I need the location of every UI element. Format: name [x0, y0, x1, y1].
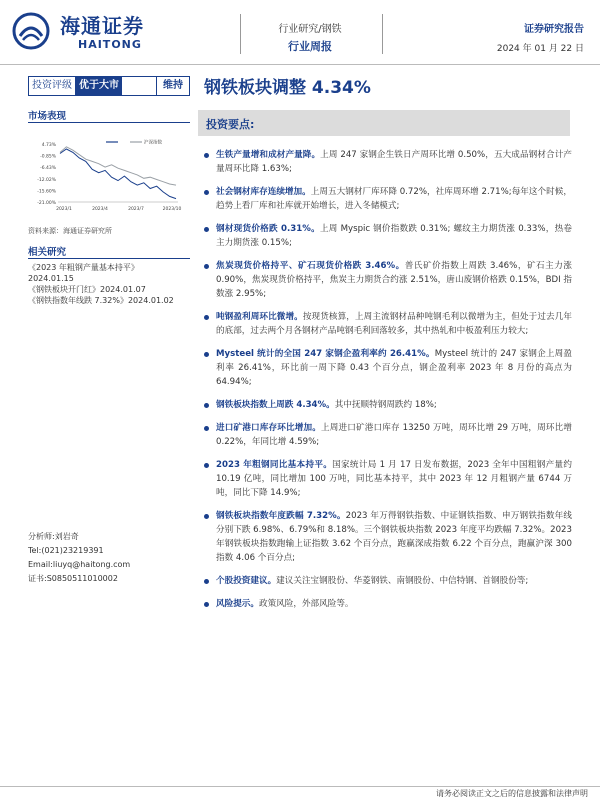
keypoint-text: 政策风险，外部风险等。	[258, 599, 354, 609]
analyst-tel: Tel:(021)23219391	[28, 546, 104, 555]
footer-rule	[0, 786, 600, 787]
keypoint-item	[202, 574, 572, 588]
market-heading: 市场表现	[28, 111, 67, 122]
report-category: 行业研究/钢铁	[278, 24, 342, 35]
keypoint-text: 建议关注宝钢股份、华菱钢铁、南钢股份、中信特钢、首钢股份等;	[276, 576, 529, 586]
bullet-dot-icon	[204, 315, 209, 320]
report-date: 2024 年 01 月 22 日	[496, 44, 584, 54]
keypoint-text: 上周进口矿港口库存 13250 万吨，周环比增 29 万吨，周环比增 0.22%，年同比增 4.59%;	[216, 423, 572, 447]
keypoint-headline: 钢铁板块指数年度跌幅 7.32%。	[216, 511, 346, 521]
bullet-dot-icon	[204, 426, 209, 431]
keypoint-text: 上周 247 家钢企生铁日产周环比增 0.50%，五大成品钢材合计产量周环比降 1.63%;	[216, 150, 572, 174]
logo-english: HAITONG	[78, 38, 142, 51]
y-tick-label: -21.00%	[37, 201, 56, 206]
market-performance-chart	[28, 138, 190, 216]
x-tick-label: 2023/10	[162, 207, 182, 212]
series-line	[60, 147, 176, 185]
keypoint-headline: 吨钢盈利周环比微增。	[216, 312, 303, 322]
analyst-info	[28, 530, 130, 586]
keypoints-heading: 投资要点:	[206, 118, 255, 131]
bullet-dot-icon	[204, 403, 209, 408]
keypoint-item	[202, 148, 572, 176]
header-divider	[382, 14, 383, 54]
keypoint-headline: 钢材现货价格跌 0.31%。	[216, 224, 320, 234]
report-kind: 证券研究报告	[524, 24, 584, 35]
rating-label: 投资评级	[29, 77, 76, 95]
keypoint-item	[202, 509, 572, 565]
analyst-name: 分析师:刘岩奇	[28, 532, 79, 541]
report-type: 行业周报	[288, 40, 332, 53]
y-tick-label: 4.73%	[41, 143, 56, 148]
logo-chinese: 海通证券	[60, 14, 144, 38]
company-logo	[12, 8, 192, 54]
report-title: 钢铁板块调整 4.34%	[204, 78, 371, 98]
related-list	[28, 262, 198, 306]
bullet-dot-icon	[204, 463, 209, 468]
keypoint-headline: 进口矿港口库存环比增加。	[216, 423, 322, 433]
keypoint-text: 国家统计局 1 月 17 日发布数据，2023 全年中国粗钢产量约 10.19 亿吨，同比增加 100 万吨，同比基本持平，其中 2023 年 12 月粗钢产量 6744 万吨，同比下降 14.9%;	[216, 460, 572, 498]
keypoint-text: 上周五大钢材厂库环降 0.72%，社库周环增 2.71%;每年这个时候，趋势上看厂库和社库就开始增长，进入冬储模式;	[216, 187, 572, 211]
keypoint-item	[202, 185, 572, 213]
bullet-dot-icon	[204, 579, 209, 584]
bullet-dot-icon	[204, 352, 209, 357]
keypoint-text: 其中抚顺特钢周跌约 18%;	[334, 400, 437, 410]
related-item[interactable]: 《2023 年粗钢产量基本持平》	[28, 263, 139, 272]
keypoint-headline: 钢铁板块指数上周跌 4.34%。	[216, 400, 335, 410]
related-item[interactable]: 《钢铁板块开门红》2024.01.07	[28, 285, 146, 294]
y-tick-label: -12.02%	[37, 177, 56, 183]
keypoint-item	[202, 398, 572, 412]
bullet-dot-icon	[204, 602, 209, 607]
keypoint-item	[202, 259, 572, 301]
keypoint-headline: 焦炭现货价格持平、矿石现货价格跌 3.46%。	[216, 261, 405, 271]
bullet-dot-icon	[204, 264, 209, 269]
bullet-dot-icon	[204, 190, 209, 195]
legend-label: 沪深指数	[144, 140, 162, 146]
section-rule	[28, 258, 190, 259]
keypoint-item	[202, 597, 572, 611]
bullet-dot-icon	[204, 514, 209, 519]
keypoint-text: Mysteel 统计的 247 家钢企上周盈利率 26.41%，环比前一周下降 0.43 个百分点，钢企盈利率 2023 年 8 月份的高点为 64.94%;	[216, 349, 572, 387]
keypoint-headline: Mysteel 统计的全国 247 家钢企盈利率约 26.41%。	[216, 349, 435, 359]
keypoint-item	[202, 458, 572, 500]
keypoint-text: 上周 Myspic 钢价指数跌 0.31%; 螺纹主力期货涨 0.33%，热卷主力期货涨 0.15%;	[216, 224, 573, 248]
related-heading: 相关研究	[28, 247, 67, 258]
analyst-email[interactable]: Email:liuyq@haitong.com	[28, 560, 131, 569]
rating-action: 维持	[156, 77, 189, 95]
section-rule	[28, 122, 190, 123]
header-rule	[0, 64, 600, 65]
related-item[interactable]: 《钢铁指数年线跌 7.32%》2024.01.02	[28, 296, 174, 305]
bullet-dot-icon	[204, 153, 209, 158]
x-tick-label: 2023/7	[128, 207, 144, 212]
keypoint-item	[202, 347, 572, 389]
chart-source: 资料来源：海通证券研究所	[28, 227, 112, 235]
y-tick-label: -0.85%	[40, 154, 56, 160]
keypoint-item	[202, 310, 572, 338]
haitong-emblem-icon	[12, 12, 50, 50]
rating-value: 优于大市	[76, 77, 122, 95]
y-tick-label: -15.60%	[37, 189, 56, 195]
keypoint-text: 按现货核算，上周主流钢材品种吨钢毛利以微增为主，但处于过去几年的底部，过去两个月各钢材产品吨钢毛利回落较多，其中热轧和中板盈利压力较大;	[216, 312, 572, 336]
x-tick-label: 2023/4	[92, 207, 108, 212]
investment-rating	[28, 76, 190, 96]
keypoint-headline: 社会钢材库存连续增加。	[216, 187, 311, 197]
analyst-license: 证书:S0850511010002	[28, 574, 118, 583]
keypoint-text: 2023 年万得钢铁指数、中证钢铁指数、申万钢铁指数年线分别下跌 6.98%、6.79%和 8.18%。三个钢铁板块指数 2023 年度平均跌幅 7.32%。2023 年钢铁板块指数跑输上证指数 3.62 个百分点，跑赢深成指数 6.22 个百分点，跑赢沪深 300 指数 4.06 个百分点;	[216, 511, 572, 563]
disclaimer-footer[interactable]: 请务必阅读正文之后的信息披露和法律声明	[436, 789, 588, 798]
keypoint-headline: 2023 年粗钢同比基本持平。	[216, 460, 333, 470]
related-item: 2024.01.15	[28, 274, 74, 283]
y-tick-label: -6.43%	[40, 166, 56, 172]
keypoint-item	[202, 421, 572, 449]
keypoints-list	[202, 148, 572, 620]
keypoint-headline: 个股投资建议。	[216, 576, 277, 586]
keypoint-headline: 生铁产量增和成材产量降。	[216, 150, 321, 160]
x-tick-label: 2023/1	[56, 207, 72, 212]
series-line	[60, 149, 176, 199]
keypoint-item	[202, 222, 572, 250]
bullet-dot-icon	[204, 227, 209, 232]
keypoint-text: 普氏矿价指数上周跌 3.46%，矿石主力涨 0.90%，焦炭现货价格持平，焦炭主力期货合约涨 2.51%，唐山废钢价格跌 0.15%，BDI 指数涨 2.95%;	[216, 261, 572, 299]
keypoint-headline: 风险提示。	[216, 599, 259, 609]
